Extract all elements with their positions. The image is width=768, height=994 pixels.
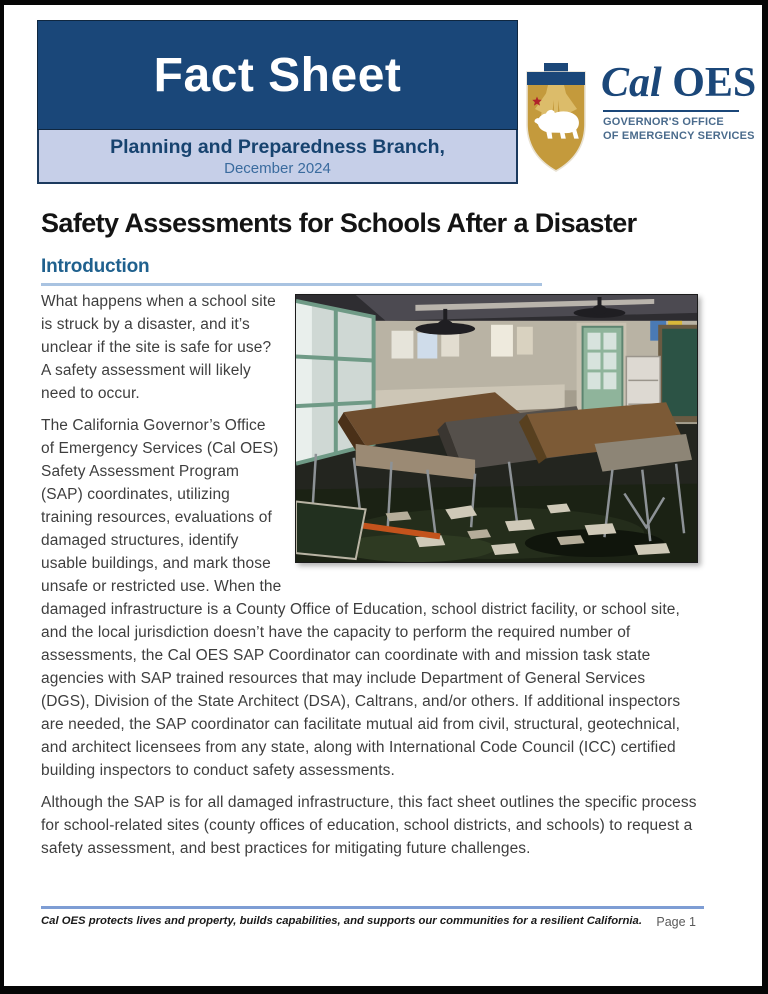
wordmark-cal: Cal <box>601 60 662 106</box>
page-footer <box>41 906 704 929</box>
shield-tab <box>544 63 568 72</box>
cal-oes-wordmark <box>601 62 756 104</box>
cal-oes-shield-icon <box>525 63 587 179</box>
footer-motto: Cal OES protects lives and property, builds capabilities, and supports our communities for a resilient California. <box>41 915 642 927</box>
logo-tagline-line1: GOVERNOR'S OFFICE <box>603 116 724 128</box>
document-title: Safety Assessments for Schools After a Disaster <box>41 208 637 238</box>
fact-sheet-banner <box>37 20 518 130</box>
wordmark-oes: OES <box>661 60 757 106</box>
publication-date: December 2024 <box>224 160 331 177</box>
page-number: Page 1 <box>656 915 696 929</box>
logo-tagline-line2: OF EMERGENCY SERVICES <box>603 129 755 142</box>
article-body <box>41 290 698 869</box>
shield-top-band <box>527 72 585 85</box>
section-divider <box>41 283 542 286</box>
header-banner <box>37 20 518 184</box>
section-heading-introduction: Introduction <box>41 256 150 277</box>
paragraph-1: What happens when a school site is struck by a disaster, and it’s unclear if the site is safe for use? A safety assessment will likely need to occur. <box>41 293 276 402</box>
paragraph-3: Although the SAP is for all damaged infrastructure, this fact sheet outlines the specific process for school-related sites (county offices of education, school districts, and schools) to request a safety assessment, and best practices for mitigating future challenges. <box>41 794 697 857</box>
damaged-classroom-photo <box>295 294 698 563</box>
branch-name: Planning and Preparedness Branch, <box>110 136 445 158</box>
paragraph-2: The California Governor’s Office of Emergency Services (Cal OES) Safety Assessment Program (SAP) coordinates, utilizing training resources, evaluations of damaged structures, identify usable buildings, and mark those unsafe or restricted use. When the damaged infrastructure is a County Office of Education, school district facility, or school site, and the local jurisdiction doesn’t have the capacity to perform the required number of assessments, the Cal OES SAP Coordinator can coordinate with and mission task state agencies with SAP trained resources that may include Department of General Services (DGS), Division of the State Architect (DSA), Caltrans, and/or others. If additional inspectors are needed, the SAP coordinator can facilitate mutual aid from civil, structural, geotechnical, and architect licensees from any state, along with International Code Council (ICC) certified building inspectors to conduct safety assessments. <box>41 417 681 779</box>
branch-banner <box>37 130 518 184</box>
logo-tagline <box>603 116 755 143</box>
fact-sheet-title: Fact Sheet <box>153 48 402 102</box>
logo-divider <box>603 110 739 112</box>
